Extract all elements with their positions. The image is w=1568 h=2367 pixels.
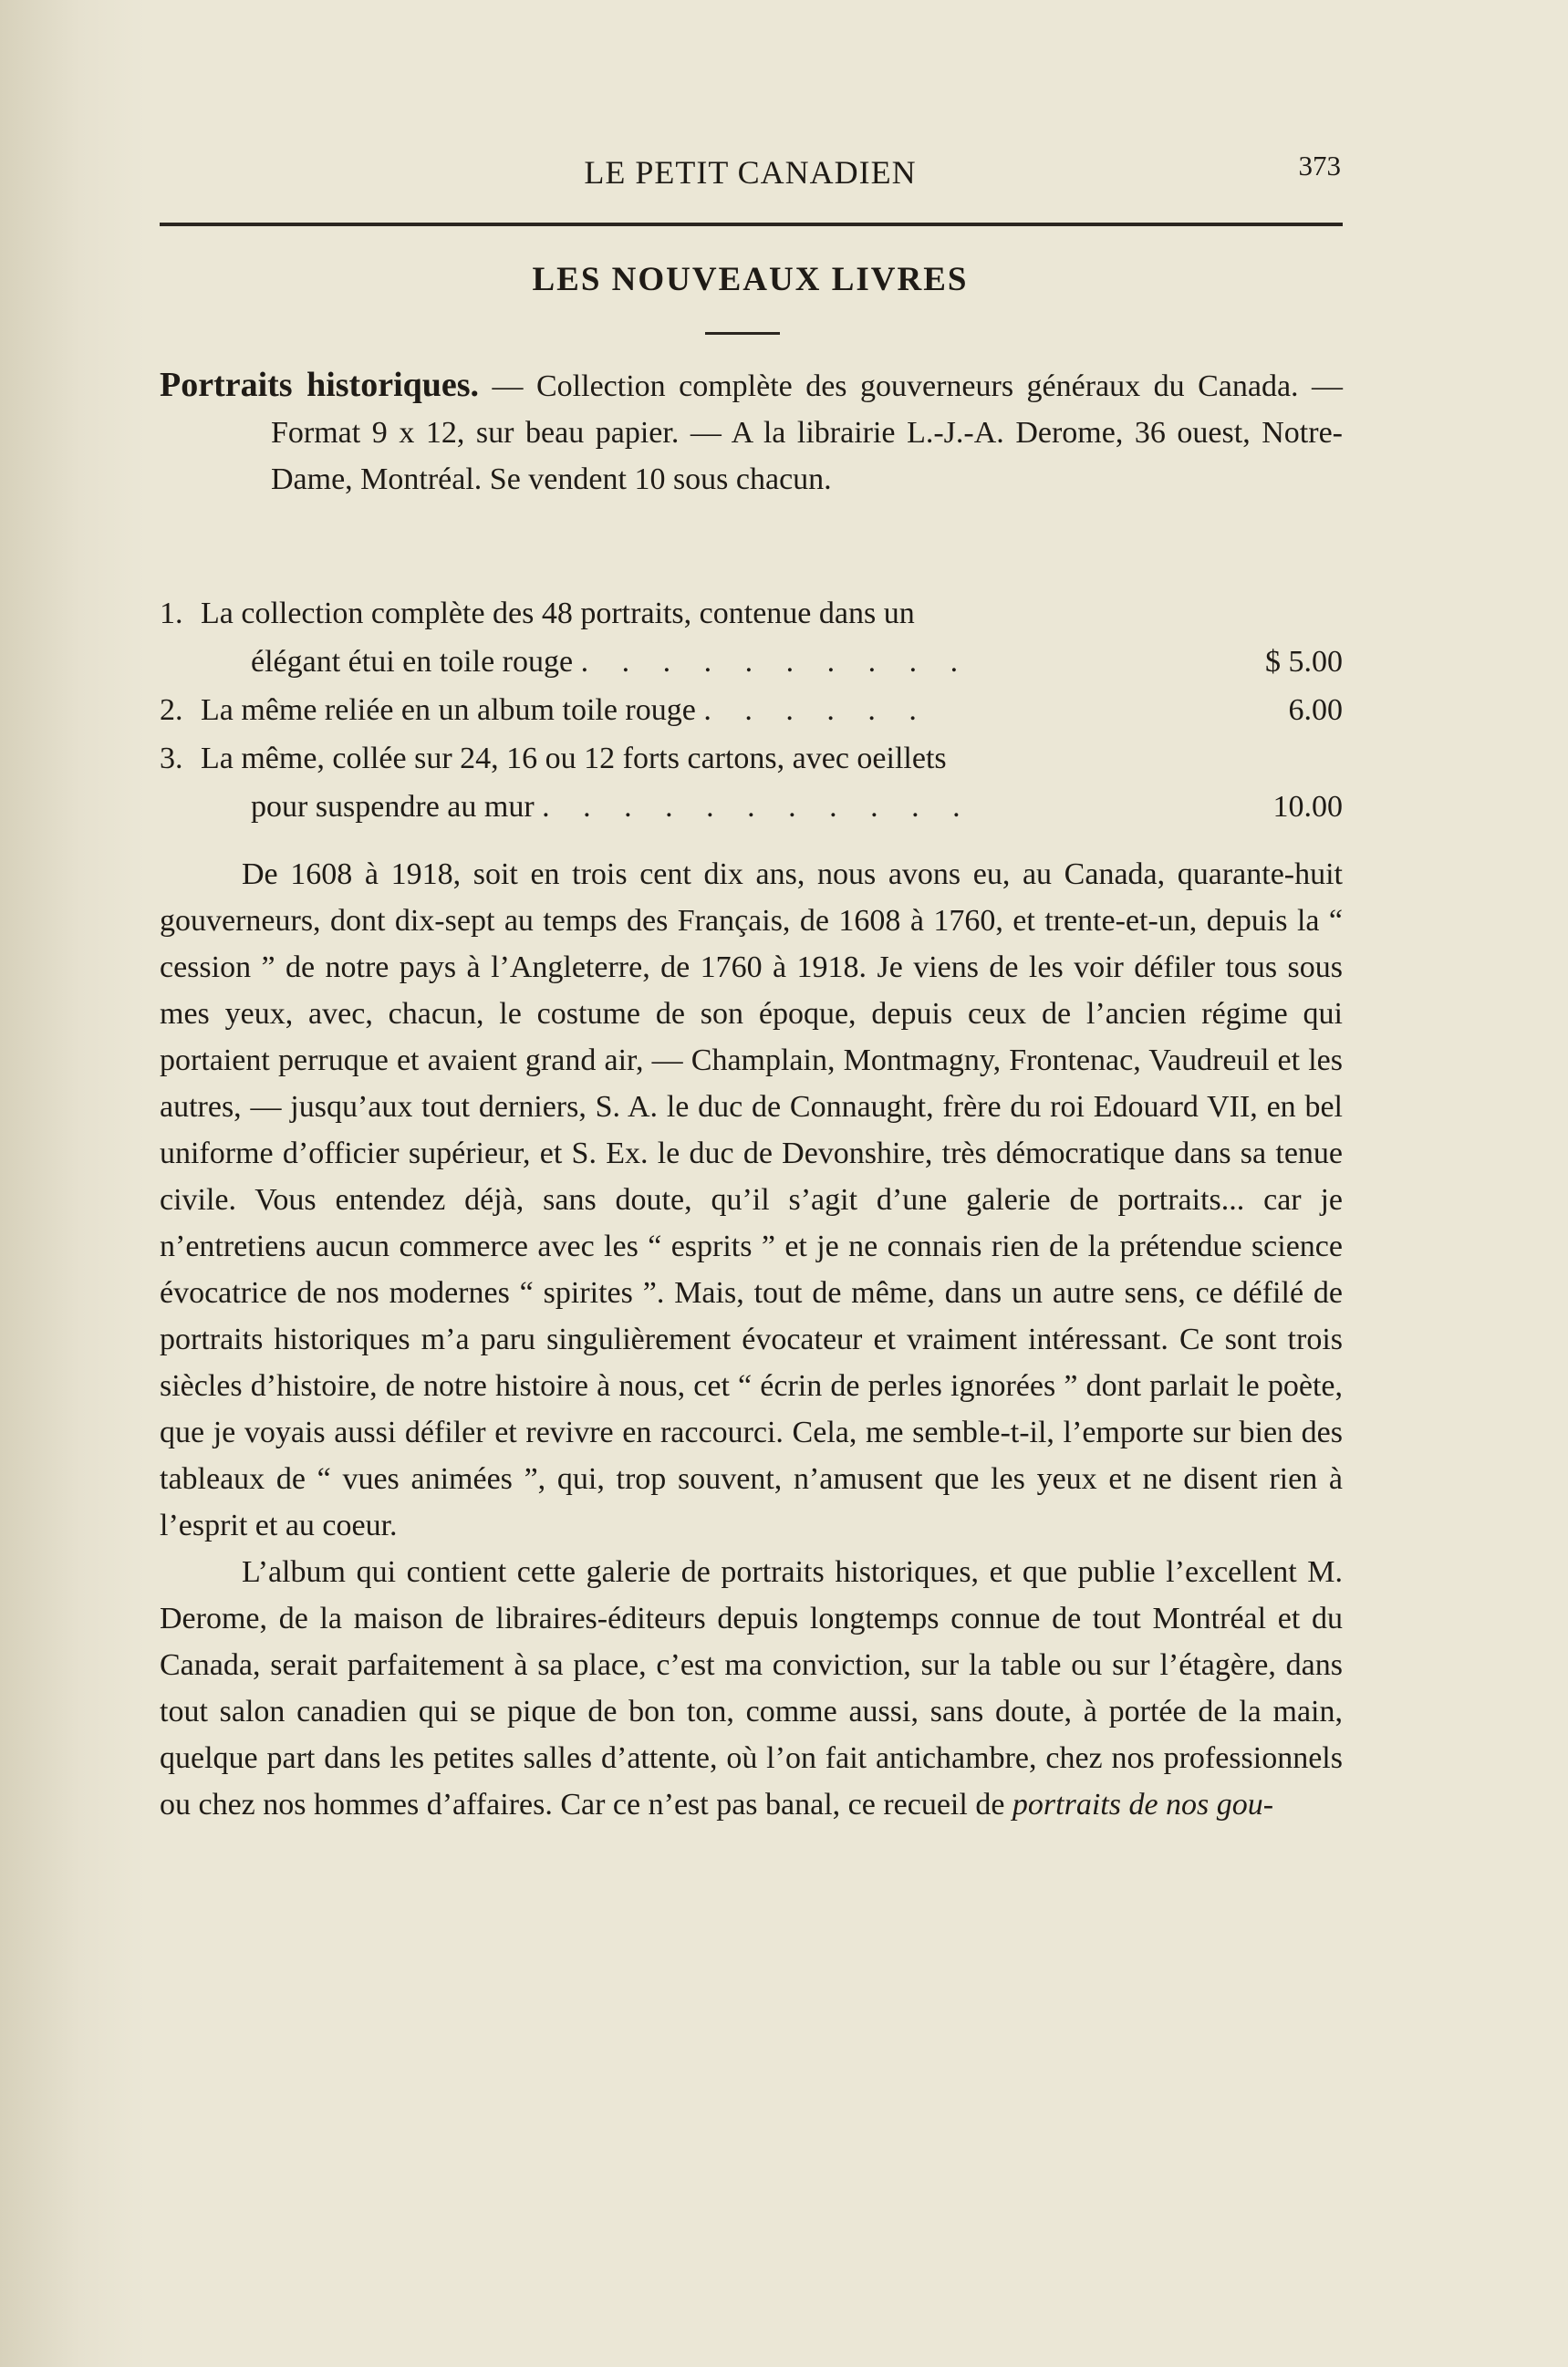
review-paragraph-2: L’album qui contient cette galerie de portraits historiques, et que publie l’excellent M. Derome, de la maison de libraires-éditeurs depuis longtemps connue de tout Montréal et du Canada, serait parfaitement à sa place, c’est ma conviction, sur la table ou sur l’étagère, dans tout salon canadien qui se pique de bon ton, comme aussi, sans doute, à portée de la main, quelque part dans les petites salles d’attente, où l’on fait antichambre, chez nos professionnels ou chez nos hommes d’affaires. Car ce n’est pas banal, ce recueil de portraits de nos gou- [160,1555,1343,1822]
offer-description: La collection complète des 48 portraits, contenue dans un [201,597,915,630]
page-binding-shadow [0,0,146,2367]
offer-description-cont: élégant étui en toile rouge . . . . . . . . . . [251,645,971,679]
offer-price: $ 5.00 [1265,645,1343,679]
offer-price: 10.00 [1272,790,1343,824]
running-title: LE PETIT CANADIEN [584,154,917,191]
review-paragraph-1: De 1608 à 1918, soit en trois cent dix ans, nous avons eu, au Canada, quarante-huit gouverneurs, dont dix-sept au temps des Français, de 1608 à 1760, et trente-et-un, depuis la “ cession ” de notre pays à l’Angleterre, de 1760 à 1918. Je viens de les voir défiler tous sous mes yeux, avec, chacun, le costume de son époque, depuis ceux de l’ancien régime qui portaient perruque et avaient grand air, — Champlain, Montmagny, Frontenac, Vaudreuil et les autres, — jusqu’aux tout derniers, S. A. le duc de Connaught, frère du roi Edouard VII, en bel uniforme d’officier supérieur, et S. Ex. le duc de Devonshire, très démocratique dans sa tenue civile. Vous entendez déjà, sans doute, qu’il s’agit d’une galerie de portraits... car je n’entretiens aucun commerce avec les “ esprits ” et je ne connais rien de la prétendue science évocatrice de nos modernes “ spirites ”. Mais, tout de même, dans un autre sens, ce défilé de portraits historiques m’a paru singulièrement évocateur et vraiment intéressant. Ce sont trois siècles d’histoire, de notre histoire à nous, cet “ écrin de perles ignorées ” dont parlait le poète, que je voyais aussi défiler et revivre en raccourci. Cela, me semble-t-il, l’emporte sur bien des tableaux de “ vues animées ”, qui, trop souvent, n’amusent que les yeux et ne disent rien à l’esprit et au coeur. [160,857,1343,1542]
list-item [160,735,1343,832]
book-entry-paragraph [160,362,1343,503]
book-title: Portraits historiques. [160,366,480,404]
list-item [160,590,1343,687]
offer-number: 3. [160,742,183,775]
header-rule [160,223,1343,226]
italic-phrase: portraits de nos gou- [1012,1788,1274,1822]
review-body [160,851,1343,1828]
list-item [160,687,1343,735]
offer-list [160,590,1343,832]
offer-description-cont: pour suspendre au mur . . . . . . . . . . . [251,790,973,824]
offer-description: La même, collée sur 24, 16 ou 12 forts cartons, avec oeillets [201,742,947,775]
section-title: LES NOUVEAUX LIVRES [532,261,969,298]
offer-price: 6.00 [1288,693,1343,727]
page-number: 373 [1298,150,1341,182]
section-divider [705,332,780,335]
offer-description: La même reliée en un album toile rouge . . . . . . [201,693,929,727]
book-entry [160,362,1343,503]
page-header [160,146,1341,201]
offer-number: 1. [160,597,183,630]
dot-leader: . . . . . . . . . . [580,645,971,679]
book-description: — Collection complète des gouverneurs généraux du Canada. — Format 9 x 12, sur beau papier. — A la librairie L.-J.-A. Derome, 36 ouest, Notre-Dame, Montréal. Se vendent 10 sous chacun. [271,369,1344,496]
dot-leader: . . . . . . . . . . . [542,790,973,824]
offer-number: 2. [160,693,183,727]
dot-leader: . . . . . . [703,693,929,727]
